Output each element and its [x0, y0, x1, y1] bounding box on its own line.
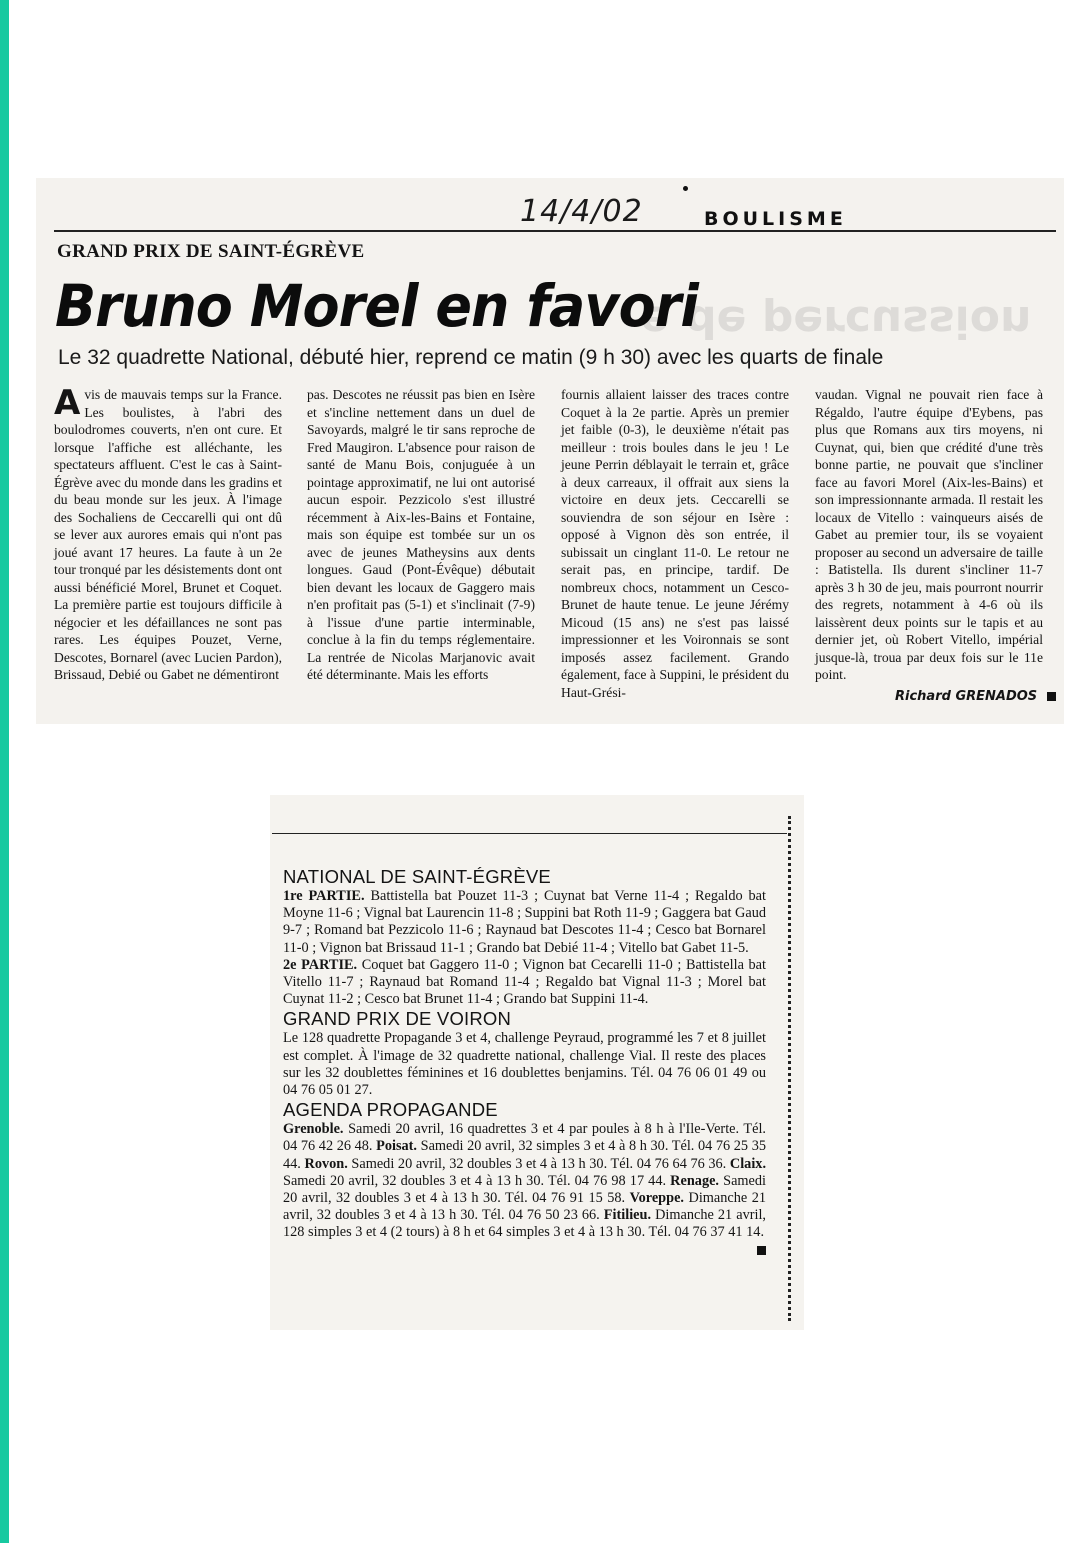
drop-cap: A	[54, 383, 81, 423]
header-rule	[54, 230, 1056, 232]
article-column-3: fournis allaient laisser des traces contre Coquet à la 2e partie. Après un premier jet faible (0-3), le deuxième n'était pas meilleur : trois boules dans le jeu ! Le jeune Perrin déblayait le terrain et, grâce à deux carreaux, il offrait aux siens la victoire en deux jets. Ceccarelli se souviendra de son séjour en Isère : opposé à Vignon dès son entrée, il subissait un cinglant 11-0. Le retour ne serait pas, en principe, tardif. De nombreux chocs, notamment un Cesco-Brunet de haute tenue. Le jeune Jérémy Micoud (15 ans) ne s'est pas laissé impressionner et les Voironnais se sont imposés assez facilement. Grando également, face à Suppini, le président du Haut-Grési-	[561, 387, 789, 700]
agenda-list	[283, 1121, 766, 1241]
second-round-results	[283, 957, 766, 1009]
agenda-text: Dimanche 21 avril, 128 simples 3 et 4 (2 tours) à 8 h et 64 simples 3 et 4 à 13 h 30. Tél. 04 76 37 41 14.	[283, 1207, 766, 1241]
agenda-place: Claix.	[729, 1155, 767, 1172]
results-top-rule	[272, 833, 787, 834]
first-round-results	[283, 888, 766, 957]
agenda-place: Grenoble.	[283, 1121, 344, 1138]
second-round-text: Coquet bat Gaggero 11-0 ; Vignon bat Cecarelli 11-0 ; Battistella bat Vitello 11-7 ; Raynaud bat Romand 11-4 ; Regaldo bat Vignal 11-3 ; Morel bat Cuynat 11-2 ; Cesco bat Brunet 11-4 ; Grando bat Suppini 11-4.	[283, 956, 766, 1008]
article-standfirst: Le 32 quadrette National, débuté hier, reprend ce matin (9 h 30) avec les quarts de finale	[58, 346, 884, 369]
agenda-text: Samedi 20 avril, 16 quadrettes 3 et 4 par poules à 8 h à l'Ile-Verte. Tél. 04 76 42 26 48.	[283, 1121, 767, 1155]
article-byline	[895, 689, 1056, 704]
agenda-place: Rovon.	[304, 1155, 348, 1172]
first-round-label: 1re PARTIE.	[283, 888, 365, 904]
section-rubric: BOULISME	[704, 208, 847, 230]
first-round-text: Battistella bat Pouzet 11-3 ; Cuynat bat Verne 11-4 ; Regaldo bat Moyne 11-6 ; Vignal bat Laurencin 11-8 ; Suppini bat Roth 11-9 ; Gaggera bat Gaud 9-7 ; Romand bat Pezzicolo 11-6 ; Raynaud bat Descotes 11-4 ; Cesco bat Bornarel 11-0 ; Vignon bat Brissaud 11-1 ; Grando bat Debié 11-4 ; Vitello bat Gabet 11-5.	[283, 888, 767, 956]
voiron-title: GRAND PRIX DE VOIRON	[283, 1008, 512, 1030]
second-round-label: 2e PARTIE.	[283, 956, 358, 973]
results-body	[283, 866, 766, 1255]
agenda-place: Poisat.	[376, 1138, 418, 1155]
end-square-icon	[1047, 692, 1056, 701]
results-dotted-border	[788, 816, 791, 1321]
bleed-through-text: e de percussion	[640, 296, 1032, 347]
article-headline: Bruno Morel en favori	[55, 272, 698, 340]
agenda-place: Fitilieu.	[603, 1207, 652, 1224]
article-column-4: vaudan. Vignal ne pouvait rien face à Régaldo, l'autre équipe d'Eybens, pas plus que Romans aux tirs moyens, ni Cuynat, qui, bien que crédité d'une très bonne partie, ne pouvait que s'incliner face au favori Morel (Aix-les-Bains) et son impressionnante armada. Il restait les locaux de Vitello : vainqueurs aisés de Gabet au premier tour, ils se voyaient proposer au second un adversaire de taille : Batistella. Ils durent s'incliner 11-7 après 3 h 30 de jeu, mais pourront nourrir des regrets, notamment à 4-6 où ils laissèrent deux points sur le tapis et au dernier jet, où Robert Vitello, impérial jusque-là, troua par deux fois sur le 11e point.	[815, 387, 1043, 682]
voiron-text: Le 128 quadrette Propagande 3 et 4, challenge Peyraud, programmé les 7 et 8 juillet est complet. À l'image de 32 quadrette national, challenge Vial. Il reste des places sur les 32 doublettes féminines et 16 doublettes benjamins. Tél. 04 76 06 01 49 ou 04 76 05 01 27.	[283, 1030, 766, 1099]
handwritten-date: 14/4/02	[520, 194, 643, 229]
agenda-item	[305, 1156, 727, 1172]
agenda-text: Samedi 20 avril, 32 doubles 3 et 4 à 13 h 30. Tél. 04 76 98 17 44.	[283, 1172, 667, 1189]
article-column-1	[54, 383, 282, 684]
agenda-text: Samedi 20 avril, 32 doubles 3 et 4 à 13 h 30. Tél. 04 76 64 76 36.	[351, 1155, 727, 1172]
end-square-icon	[757, 1246, 766, 1255]
agenda-text: Dimanche 21 avril, 32 doubles 3 et 4 à 13 h 30. Tél. 04 76 50 23 66.	[283, 1190, 767, 1224]
agenda-text: Samedi 20 avril, 32 simples 3 et 4 à 8 h 30. Tél. 04 76 25 35 44.	[283, 1138, 766, 1172]
byline-author: Richard GRENADOS	[895, 689, 1038, 704]
page-edge-strip	[0, 0, 9, 1543]
ink-dot	[683, 186, 688, 191]
agenda-place: Renage.	[670, 1172, 720, 1189]
agenda-title: AGENDA PROPAGANDE	[283, 1099, 498, 1121]
national-title: NATIONAL DE SAINT-ÉGRÈVE	[283, 866, 551, 887]
agenda-text: Samedi 20 avril, 32 doubles 3 et 4 à 13 h 30. Tél. 04 76 91 15 58.	[283, 1172, 767, 1207]
article-column-2: pas. Descotes ne réussit pas bien en Isère et s'incline nettement dans un duel de Savoyards, malgré le tir sans reproche de Fred Maugiron. L'absence pour raison de santé de Manu Bois, conjuguée à un pointage approximatif, ne lui ont autorisé aucun espoir. Pezzicolo s'est illustré récemment à Aix-les-Bains et Fontaine, mais son équipe est tombée sur un os avec de jeunes Matheysins aux dents longues. Gaud (Pont-Évêque) débutait bien devant les locaux de Gaggero mais n'en profitait pas (5-1) et s'inclinait (7-9) à l'issue d'une partie interminable, conclue à la fin du temps réglementaire. La rentrée de Nicolas Marjanovic avait été déterminante. Mais les efforts	[307, 387, 535, 682]
column-1-text: vis de mauvais temps sur la France. Les boulistes, à l'abri des boulodromes couverts, n'en ont cure. Et lorsque l'affiche est alléchante, les spectateurs affluent. C'est le cas à Saint-Égrève avec du monde dans les gradins et du beau monde sur les jeux. À l'image des Sochaliens de Ceccarelli qui ont dû se lever aux aurores emais qui n'ont pas joué avant 17 heures. La faute à un 2e tour tronqué par les désistements dont ont aussi bénéficié Morel, Brunet et Coquet. La première partie est toujours difficile à négocier et les défaillances ne sont pas rares. Les équipes Pouzet, Verne, Descotes, Bornarel (avec Lucien Pardon), Brissaud, Debié ou Gabet ne démentiront	[54, 387, 282, 682]
agenda-place: Voreppe.	[629, 1190, 685, 1207]
article-kicker: GRAND PRIX DE SAINT-ÉGRÈVE	[57, 241, 365, 262]
